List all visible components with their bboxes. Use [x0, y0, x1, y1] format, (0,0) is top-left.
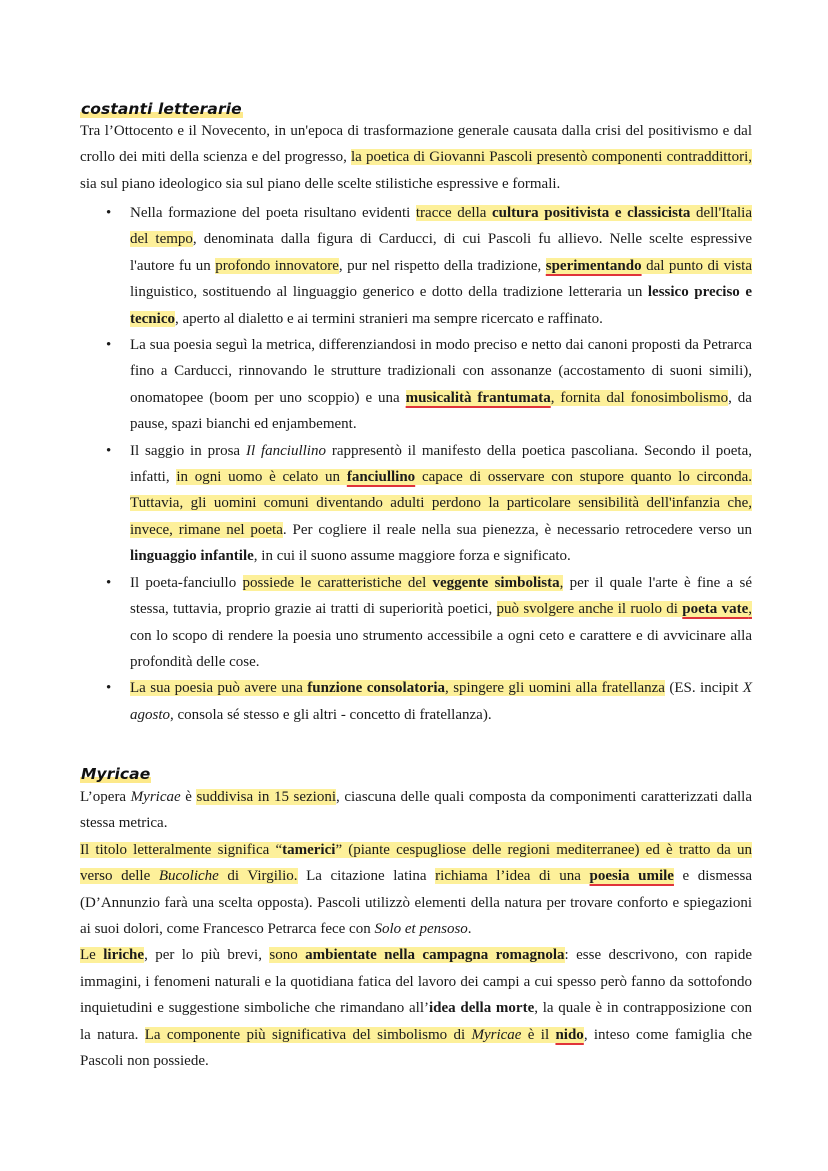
text-run: cultura positivista e classicista — [492, 205, 691, 221]
text-run: . — [467, 921, 472, 938]
text-run: Myricae — [130, 789, 181, 805]
bullet-dot-icon: • — [106, 337, 112, 354]
text-run: Il titolo letteralmente significa “ — [80, 841, 283, 858]
text-run: , ciascuna delle quali composta da componimenti caratterizzati dalla stessa metrica. — [80, 789, 752, 832]
text-run: , denominata dalla figura di Carducci, di cui Pascoli fu allievo. Nelle scelte espressive l'autore fu un — [130, 231, 752, 274]
text-run: , consola sé stesso e gli altri - concetto di fratellanza). — [170, 706, 492, 723]
text-run: , — [559, 574, 564, 591]
text-run: tamerici — [282, 841, 336, 858]
text-run: dell'Italia del tempo — [130, 205, 752, 248]
text-run: può svolgere anche il ruolo di — [496, 601, 683, 618]
text-run: linguistico, sostituendo al linguaggio generico e dotto della tradizione letteraria un — [130, 284, 648, 301]
text-run: Tra l’Ottocento e il Novecento, in un'epoca di trasformazione generale causata dalla crisi del positivismo e dal crollo dei miti della scienza e del progresso, — [80, 123, 752, 166]
myricae-paragraph-2 — [80, 837, 752, 943]
text-run: Il poeta-fanciullo — [130, 574, 243, 591]
text-run: sia sul piano ideologico sia sul piano delle scelte stilistiche espressive e formali. — [80, 175, 561, 192]
text-run: idea della morte — [429, 1000, 535, 1017]
text-run: veggente simbolista — [432, 574, 560, 591]
text-run: profondo innovatore — [215, 257, 339, 274]
text-run: Bucoliche — [158, 868, 219, 885]
text-run: e dismessa (D’Annunzio farà una scelta opposta). Pascoli utilizzò elementi della natura per trovare conforto e spiegazioni ai suoi dolori, come Francesco Petrarca fece con — [80, 868, 752, 938]
text-run: La sua poesia seguì la metrica, differenziandosi in modo preciso e netto dai canoni proposti da Petrarca fino a Carducci, rinnovando le strutture tradizionali con assonanze (accostamento di suoni simili), onomatopee (boom per uno scoppio) e una — [130, 337, 752, 406]
text-run: . Per cogliere il reale nella sua pienezza, è necessario retrocedere verso un — [282, 521, 752, 538]
bullet-item-formazione — [80, 200, 752, 332]
text-run: (ES. incipit — [664, 680, 743, 697]
myricae-paragraph-1 — [80, 784, 752, 837]
text-run: rappresentò il manifesto della poetica pascoliana. Secondo il poeta, infatti, — [130, 442, 752, 486]
myricae-paragraph-3 — [80, 942, 752, 1074]
text-run: , — [748, 601, 752, 618]
text-run: funzione consolatoria — [307, 680, 446, 697]
bullet-dot-icon: • — [106, 574, 112, 591]
text-run: musicalità frantumata — [405, 389, 551, 406]
bullet-item-metrica — [80, 332, 752, 438]
bullet-list — [80, 200, 752, 728]
text-run: L’opera — [80, 789, 131, 805]
text-run: liriche — [103, 947, 145, 964]
section-title-costanti: costanti letterarie — [81, 100, 242, 118]
bullet-dot-icon: • — [106, 205, 112, 221]
text-run: linguaggio infantile — [130, 548, 254, 565]
text-run: , aperto al dialetto e ai termini stranieri ma sempre ricercato e raffinato. — [174, 310, 603, 327]
text-run: la poetica di Giovanni Pascoli presentò componenti contraddittori, — [351, 149, 753, 166]
text-run: Nella formazione del poeta risultano evidenti — [130, 205, 416, 221]
text-run: X agosto — [130, 680, 752, 723]
text-run: capace di osservare con stupore quanto lo circonda. Tuttavia, gli uomini comuni diventando adulti perdono la particolare sensibilità dell'infanzia che, invece, rimane nel poeta — [130, 469, 753, 538]
bullet-item-poeta-fanciullo — [80, 570, 752, 676]
text-run: , spingere gli uomini alla fratellanza — [445, 680, 665, 697]
text-run: Solo et pensoso — [374, 921, 468, 938]
text-run: ” (piante cespugliose delle regioni mediterranee) ed è tratto da un verso delle — [80, 841, 752, 885]
bullet-dot-icon: • — [106, 442, 112, 459]
text-run: ambientate nella campagna romagnola — [305, 947, 565, 964]
bullet-dot-icon: • — [106, 680, 112, 697]
text-run: , inteso come famiglia che Pascoli non possiede. — [80, 1026, 752, 1070]
text-run: suddivisa in 15 sezioni — [196, 789, 337, 805]
text-run: sperimentando — [545, 257, 642, 274]
text-run: lessico preciso e tecnico — [130, 284, 752, 327]
bullet-item-funzione — [80, 675, 752, 728]
bullet-item-fanciullino — [80, 438, 752, 570]
text-run: poesia umile — [589, 868, 674, 885]
text-run: è il — [521, 1026, 556, 1043]
text-run: possiede le caratteristiche del — [242, 574, 433, 591]
text-run: sono — [269, 947, 306, 964]
text-run: Il fanciullino — [245, 442, 326, 459]
text-run: in ogni uomo è celato un — [176, 469, 347, 486]
text-run: La citazione latina — [297, 868, 436, 885]
text-run: è — [180, 789, 197, 805]
text-run: , per lo più brevi, — [144, 947, 270, 964]
text-run: Il saggio in prosa — [130, 442, 246, 459]
text-run: La componente più significativa del simbolismo di — [144, 1026, 472, 1043]
text-run: , da pause, spazi bianchi ed enjambement. — [130, 389, 752, 433]
text-run: Myricae — [471, 1026, 522, 1043]
text-run: , la quale è in contrapposizione con la natura. — [80, 1000, 753, 1043]
intro-paragraph — [80, 118, 752, 197]
myricae-text — [80, 784, 752, 1074]
text-run: con lo scopo di rendere la poesia uno strumento accessibile a ogni ceto e carattere e di avvicinare alla profondità delle cose. — [130, 627, 752, 670]
text-run: , pur nel rispetto della tradizione, — [338, 257, 546, 274]
text-run: dal punto di vista — [641, 257, 753, 274]
text-run: Le — [80, 947, 104, 964]
text-run: La sua poesia può avere una — [130, 680, 308, 697]
section-title-myricae: Myricae — [81, 765, 151, 783]
text-run: poeta vate — [682, 601, 749, 618]
text-run: tracce della — [415, 205, 492, 221]
text-run: fanciullino — [346, 469, 416, 486]
text-run: di Virgilio. — [218, 868, 298, 885]
text-run: per il quale l'arte è fine a sé stessa, tuttavia, proprio grazie ai tratti di superiorità poetici, — [130, 574, 752, 618]
text-run: richiama l’idea di una — [435, 868, 590, 885]
text-run: : esse descrivono, con rapide immagini, i fenomeni naturali e la quotidiana fatica del lavoro dei campi a cui spesso però fanno da sottofondo inquietudini e suggestione simboliche che rimandano all’ — [80, 947, 753, 1017]
text-run: , fornita dal fonosimbolismo — [550, 389, 729, 406]
text-run: , in cui il suono assume maggiore forza e significato. — [253, 548, 571, 565]
text-run: nido — [555, 1026, 584, 1043]
